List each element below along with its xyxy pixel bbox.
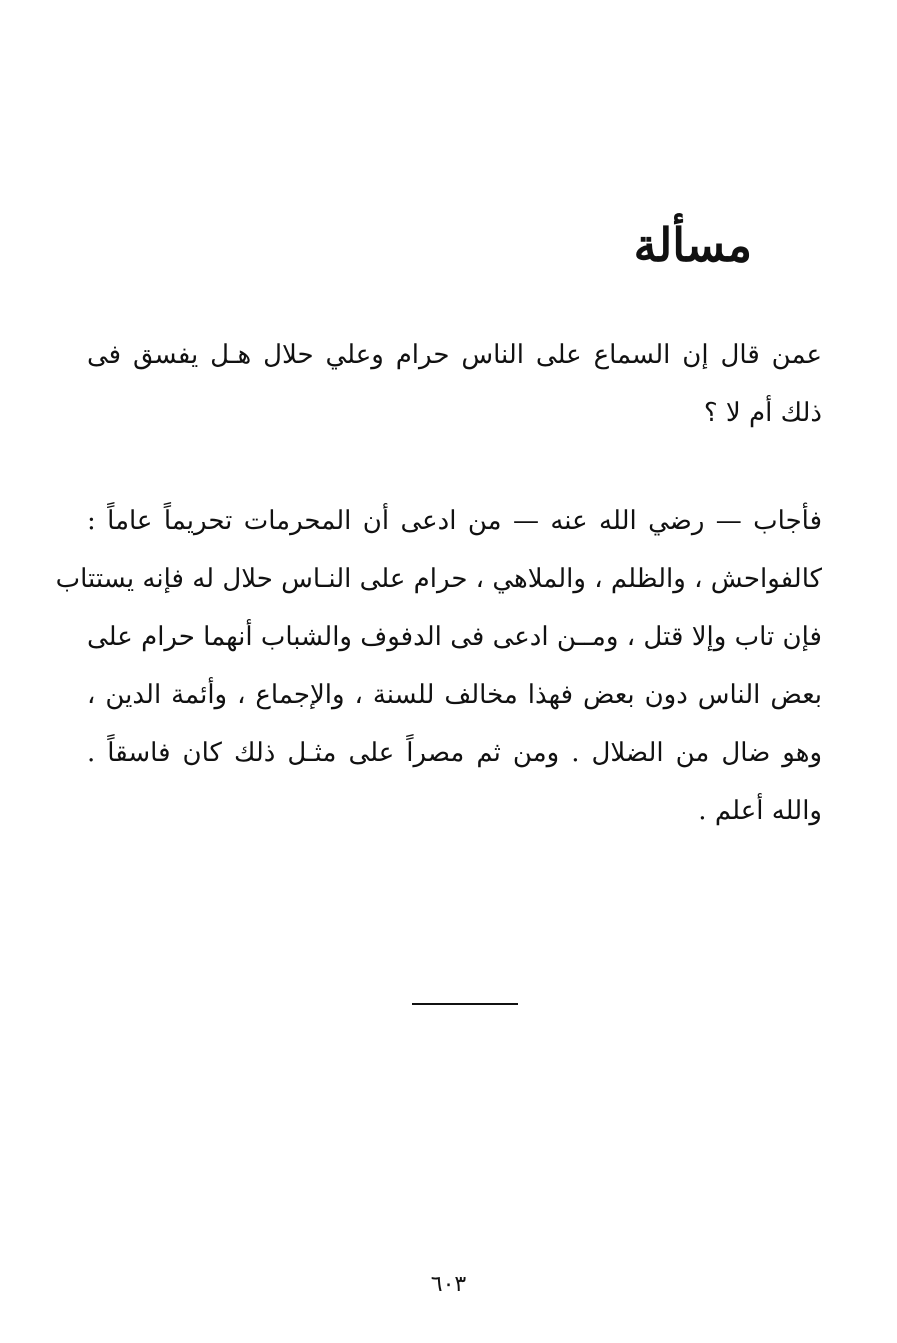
question-line: عمن قال إن السماع على الناس حرام وعلي حلال هـل يفسق فى: [87, 340, 822, 370]
question-line: ذلك أم لا ؟: [703, 398, 822, 428]
answer-line: وهو ضال من الضلال . ومن ثم مصراً على مثـل ذلك كان فاسقاً .: [87, 738, 822, 768]
answer-line: فأجاب — رضي الله عنه — من ادعى أن المحرمات تحريماً عاماً :: [87, 506, 822, 536]
answer-line: كالفواحش ، والظلم ، والملاهي ، حرام على النـاس حلال له فإنه يستتاب: [55, 564, 822, 594]
page-heading: مسألة: [633, 218, 752, 272]
answer-paragraph: [55, 492, 822, 840]
answer-line: فإن تاب وإلا قتل ، ومــن ادعى فى الدفوف والشباب أنهما حرام على: [87, 622, 822, 652]
answer-line: بعض الناس دون بعض فهذا مخالف للسنة ، والإجماع ، وأئمة الدين ،: [87, 680, 822, 710]
answer-line: والله أعلم .: [698, 796, 822, 826]
question-paragraph: [87, 326, 822, 442]
page-number: ٦٠٣: [430, 1272, 467, 1297]
section-divider: [412, 1003, 518, 1005]
